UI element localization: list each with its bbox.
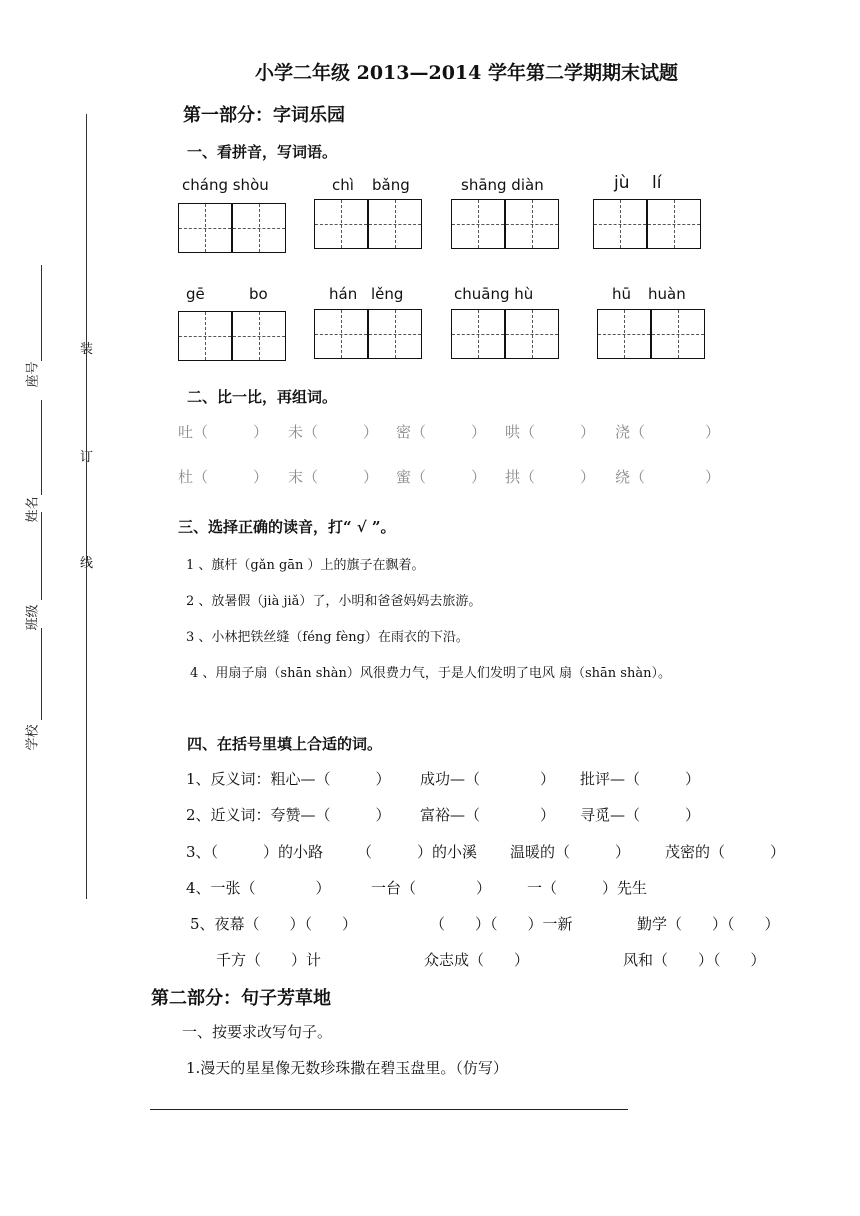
pinyin-bang: bǎng	[372, 176, 410, 194]
q4-line2-b: 富裕—（ ）	[420, 806, 556, 824]
compare-item: 吐（ ）	[178, 423, 269, 441]
seat-underline	[41, 265, 42, 361]
writing-box[interactable]	[597, 309, 651, 359]
q3-item-3: 3 、小林把铁丝缝（féng fèng）在雨衣的下沿。	[186, 630, 469, 645]
part2-subheading: 一、按要求改写句子。	[182, 1023, 333, 1041]
compare-item: 密（ ）	[396, 423, 487, 441]
compare-item: 浇（ ）	[615, 423, 721, 441]
part1-heading: 第一部分：字词乐园	[183, 105, 345, 126]
writing-box[interactable]	[232, 203, 286, 253]
q2-heading: 二、比一比，再组词。	[187, 388, 338, 406]
q4-line2-c: 寻觅—（ ）	[580, 806, 701, 824]
compare-item: 哄（ ）	[505, 423, 596, 441]
writing-box[interactable]	[314, 309, 368, 359]
writing-box[interactable]	[505, 199, 559, 249]
q4-line4-c: 一（ ）先生	[527, 879, 648, 897]
q3-heading: 三、选择正确的读音，打“ √ ”。	[178, 518, 396, 536]
q4-line6-b: 众志成（ ）	[424, 951, 530, 969]
q3-item-1: 1 、旗杆（gǎn gān ）上的旗子在飘着。	[186, 558, 425, 573]
binding-ding: 订	[80, 450, 94, 465]
q4-line3-d: 茂密的（ ）	[665, 843, 786, 861]
q4-line3-a: 3、（ ）的小路	[186, 843, 324, 861]
writing-box[interactable]	[505, 309, 559, 359]
q4-line2-a: 2、近义词：夸赞—（ ）	[186, 806, 391, 824]
q4-line6-c: 风和（ ）（ ）	[623, 951, 766, 969]
q4-line6-a: 千方（ ）计	[216, 951, 322, 969]
q4-line1-a: 1、反义词：粗心—（ ）	[186, 770, 391, 788]
q4-line3-b: （ ）的小溪	[357, 843, 478, 861]
writing-box[interactable]	[368, 199, 422, 249]
q4-line1-b: 成功—（ ）	[420, 770, 556, 788]
writing-box[interactable]	[651, 309, 705, 359]
writing-box[interactable]	[368, 309, 422, 359]
name-label: 姓名	[25, 496, 41, 523]
pinyin-bo: bo	[249, 285, 268, 303]
binding-xian: 线	[80, 556, 94, 571]
pinyin-changshou: cháng shòu	[182, 176, 269, 194]
compare-item: 绕（ ）	[615, 468, 721, 486]
q4-line5-b: （ ）（ ）一新	[430, 915, 573, 933]
q3-item-4: 4 、用扇子扇（shān shàn）风很费力气，于是人们发明了电风 扇（shān shàn）。	[190, 666, 671, 681]
pinyin-huan: huàn	[648, 285, 686, 303]
page-title: 小学二年级 2013—2014 学年第二学期期末试题	[255, 62, 678, 84]
compare-item: 拱（ ）	[505, 468, 596, 486]
pinyin-chuanghu: chuāng hù	[454, 285, 534, 303]
compare-item: 未（ ）	[288, 423, 379, 441]
binding-line	[86, 114, 87, 899]
seat-label: 座号	[25, 361, 41, 388]
pinyin-han: hán	[329, 285, 358, 303]
writing-box[interactable]	[647, 199, 701, 249]
writing-box[interactable]	[178, 311, 232, 361]
pinyin-chi: chì	[332, 176, 354, 194]
class-underline	[41, 512, 42, 600]
answer-line[interactable]	[150, 1109, 628, 1110]
q4-line3-c: 温暖的（ ）	[510, 843, 631, 861]
pinyin-ge: gē	[186, 285, 205, 303]
writing-box[interactable]	[451, 309, 505, 359]
writing-box[interactable]	[451, 199, 505, 249]
compare-item: 蜜（ ）	[396, 468, 487, 486]
compare-item: 末（ ）	[288, 468, 379, 486]
q4-line4-a: 4、一张（ ）	[186, 879, 331, 897]
q4-line5-c: 勤学（ ）（ ）	[637, 915, 780, 933]
q4-line4-b: 一台（ ）	[371, 879, 492, 897]
q3-item-2: 2 、放暑假（jià jiǎ）了，小明和爸爸妈妈去旅游。	[186, 594, 482, 609]
part2-item-1: 1.漫天的星星像无数珍珠撒在碧玉盘里。（仿写）	[186, 1059, 508, 1077]
binding-zhuang: 装	[80, 342, 94, 357]
school-label: 学校	[25, 724, 41, 751]
compare-item: 杜（ ）	[178, 468, 269, 486]
pinyin-hu: hū	[612, 285, 632, 303]
pinyin-leng: lěng	[371, 285, 404, 303]
q4-line5-a: 5、夜幕（ ）（ ）	[190, 915, 358, 933]
pinyin-ju: jù	[614, 173, 630, 193]
part2-heading: 第二部分：句子芳草地	[151, 988, 331, 1009]
pinyin-li: lí	[652, 173, 662, 193]
writing-box[interactable]	[232, 311, 286, 361]
writing-box[interactable]	[178, 203, 232, 253]
writing-box[interactable]	[314, 199, 368, 249]
q4-heading: 四、在括号里填上合适的词。	[187, 735, 383, 753]
q4-line1-c: 批评—（ ）	[580, 770, 701, 788]
name-underline	[41, 400, 42, 495]
writing-box[interactable]	[593, 199, 647, 249]
class-label: 班级	[25, 604, 41, 631]
pinyin-shangdian: shāng diàn	[461, 176, 544, 194]
q1-heading: 一、看拼音，写词语。	[187, 143, 338, 161]
school-underline	[41, 628, 42, 720]
